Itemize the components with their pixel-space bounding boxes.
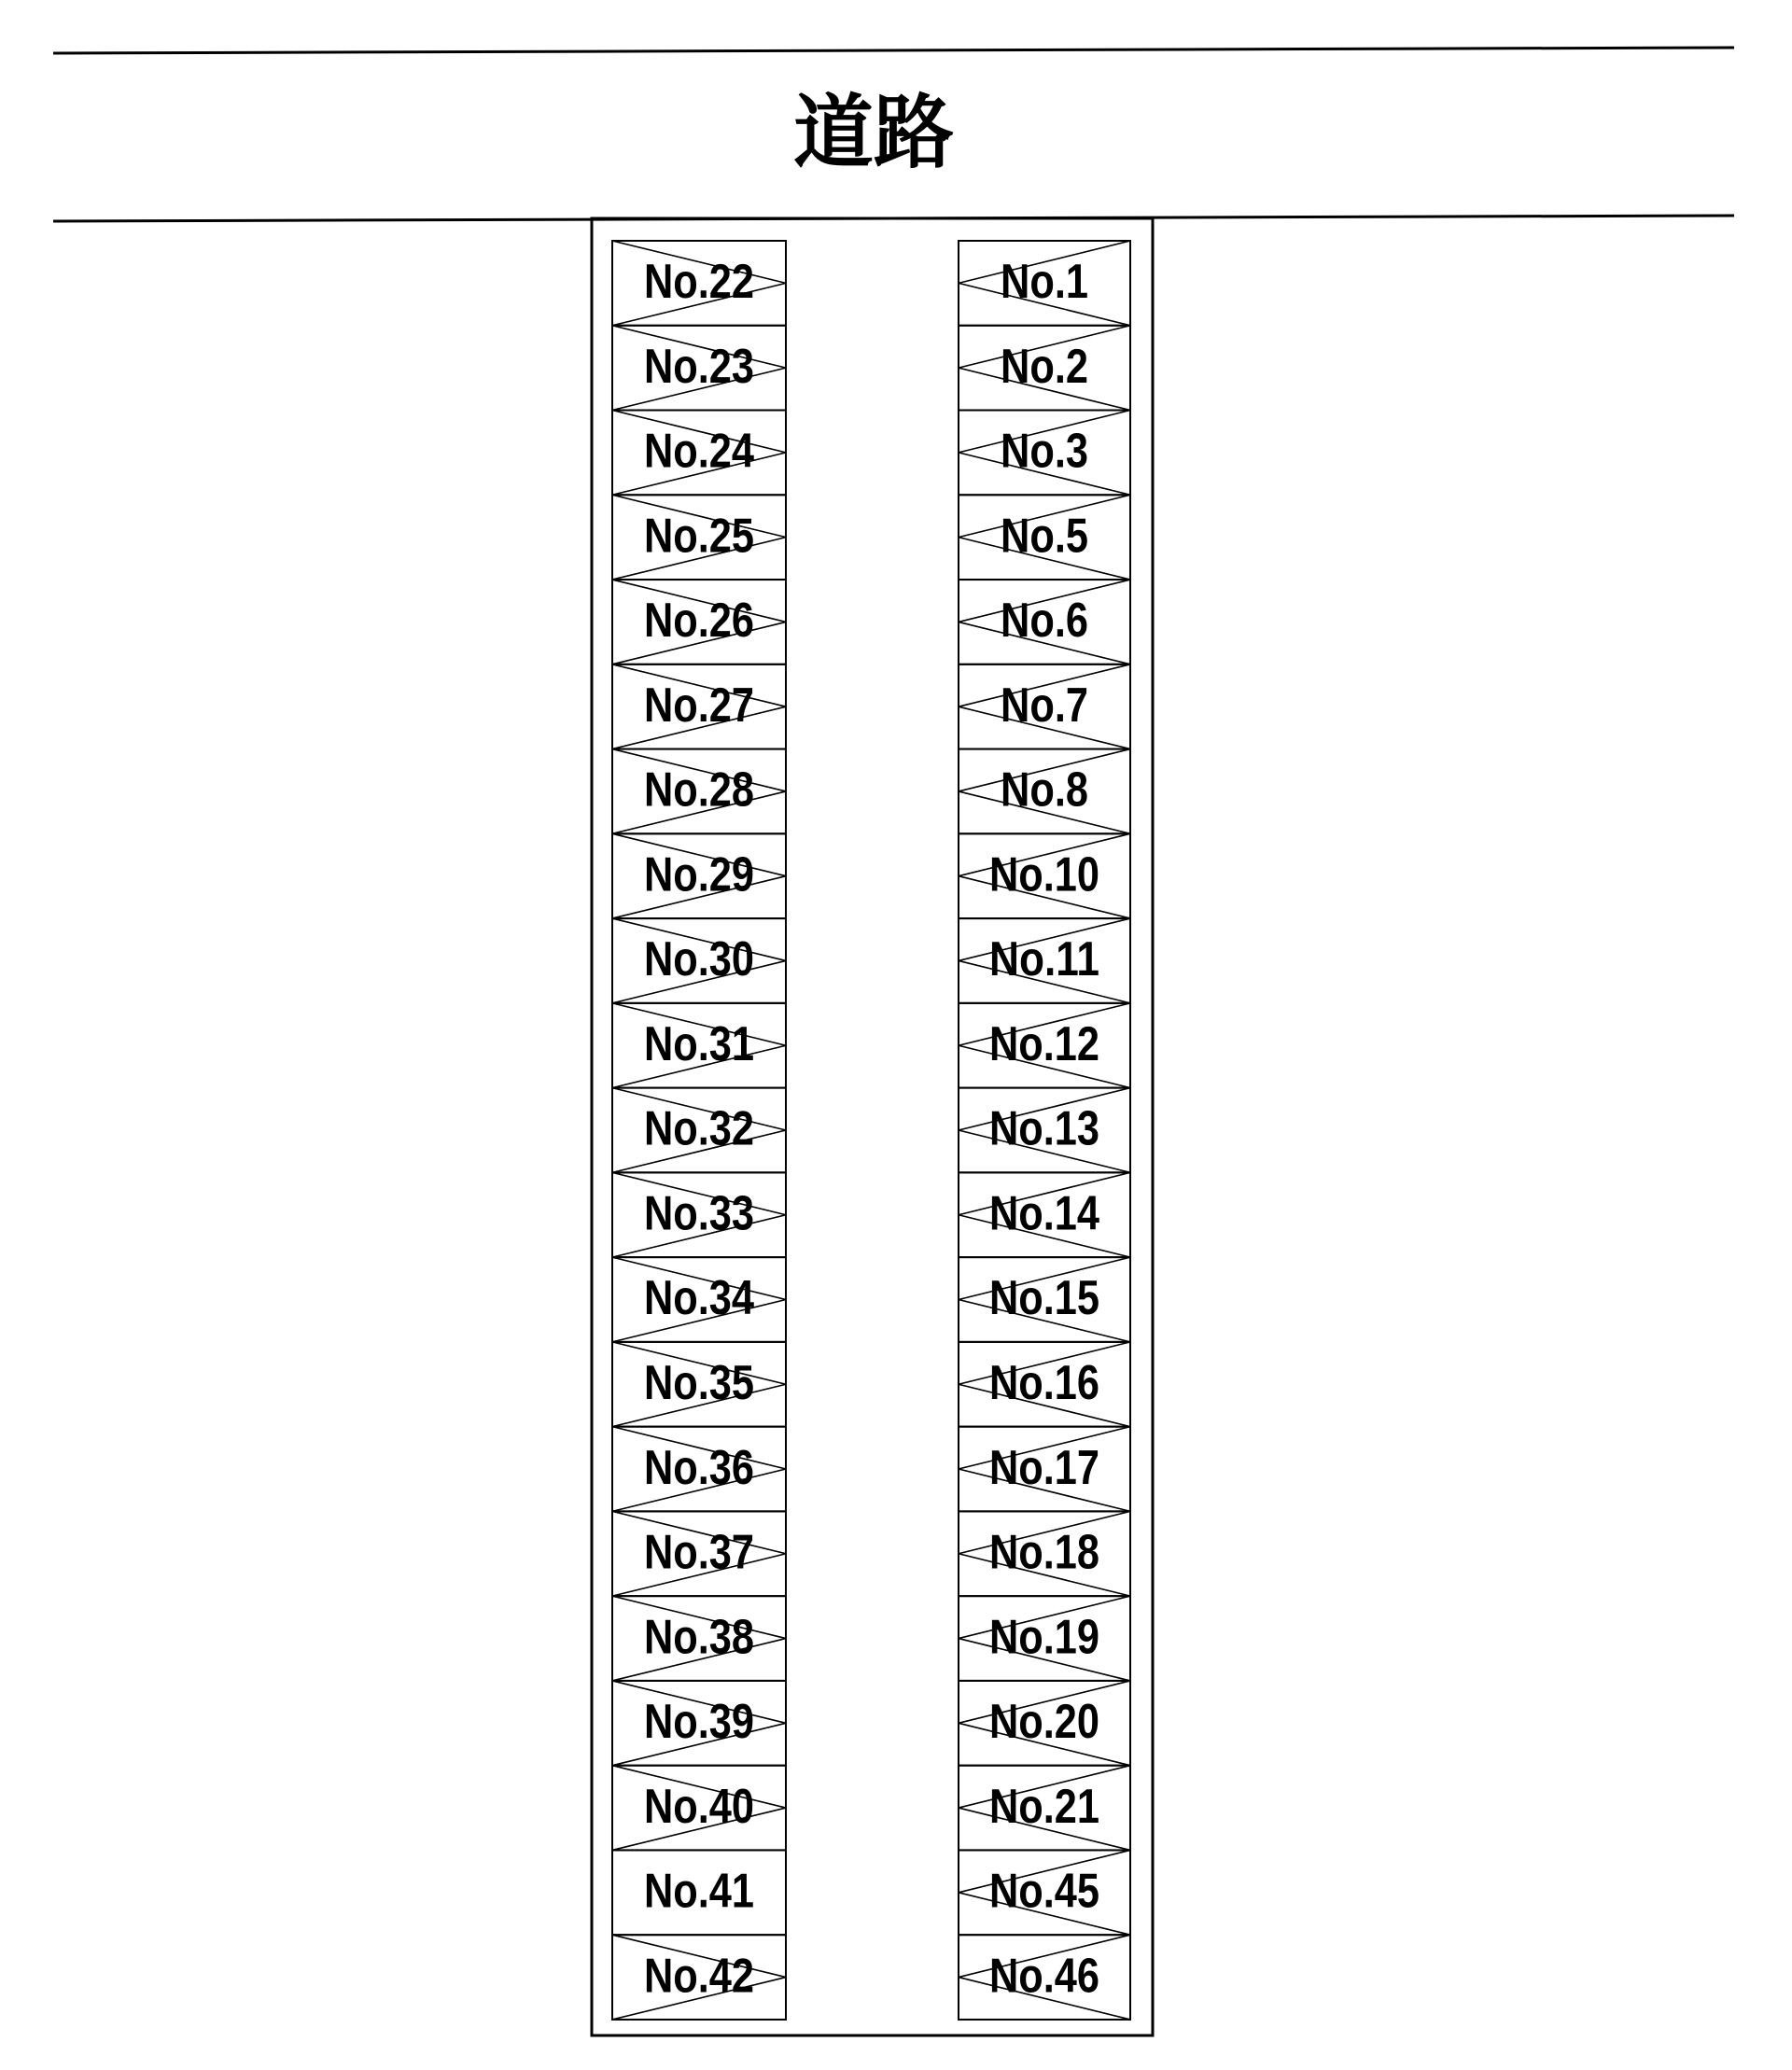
parking-slot-label: No.13 bbox=[989, 1101, 1099, 1156]
parking-slot-label: No.11 bbox=[989, 932, 1099, 987]
left-slot-column bbox=[612, 241, 786, 2020]
parking-slot bbox=[959, 411, 1130, 496]
road-top-edge bbox=[53, 48, 1734, 53]
parking-slot bbox=[959, 1681, 1130, 1766]
parking-slot bbox=[959, 664, 1130, 749]
parking-slot bbox=[959, 495, 1130, 580]
parking-slot bbox=[959, 1172, 1130, 1257]
parking-slot bbox=[612, 1935, 786, 2020]
parking-slot-label: No.10 bbox=[989, 847, 1099, 902]
parking-slot-label: No.33 bbox=[644, 1186, 754, 1241]
parking-slot-label: No.26 bbox=[644, 594, 754, 649]
parking-slot-label: No.22 bbox=[644, 255, 754, 310]
parking-slot-label: No.30 bbox=[644, 932, 754, 987]
parking-slot-label: No.15 bbox=[989, 1271, 1099, 1326]
parking-slot-label: No.24 bbox=[644, 424, 755, 479]
parking-slot bbox=[612, 749, 786, 834]
parking-slot-label: No.42 bbox=[644, 1949, 754, 2004]
parking-slot bbox=[612, 580, 786, 664]
parking-slot bbox=[612, 1257, 786, 1342]
parking-slot bbox=[959, 1257, 1130, 1342]
parking-slot-label: No.21 bbox=[989, 1779, 1099, 1834]
parking-slot bbox=[612, 1511, 786, 1596]
road-label: 道路 bbox=[793, 86, 954, 180]
parking-slot bbox=[612, 1850, 786, 1935]
parking-slot-label: No.41 bbox=[644, 1864, 754, 1919]
parking-slot bbox=[612, 241, 786, 326]
parking-slot-label: No.12 bbox=[989, 1016, 1099, 1071]
parking-slot bbox=[612, 495, 786, 580]
parking-slot-label: No.25 bbox=[644, 509, 754, 564]
parking-slot bbox=[959, 1003, 1130, 1088]
parking-slot-label: No.14 bbox=[989, 1186, 1100, 1241]
parking-slot bbox=[959, 580, 1130, 664]
parking-slot-label: No.40 bbox=[644, 1779, 754, 1834]
parking-slot bbox=[612, 1003, 786, 1088]
parking-slot bbox=[612, 326, 786, 411]
parking-slot bbox=[959, 326, 1130, 411]
parking-slot bbox=[959, 1850, 1130, 1935]
parking-slot-label: No.38 bbox=[644, 1610, 754, 1665]
parking-slot bbox=[612, 1172, 786, 1257]
parking-slot-label: No.6 bbox=[1001, 594, 1088, 649]
parking-slot-label: No.8 bbox=[1001, 762, 1088, 818]
parking-slot bbox=[959, 833, 1130, 918]
parking-slot bbox=[612, 1766, 786, 1851]
parking-slot bbox=[959, 918, 1130, 1003]
parking-slot-label: No.7 bbox=[1001, 678, 1088, 733]
parking-slot bbox=[612, 411, 786, 496]
parking-slot-label: No.17 bbox=[989, 1440, 1099, 1495]
parking-slot-label: No.36 bbox=[644, 1440, 754, 1495]
parking-slot-label: No.45 bbox=[989, 1864, 1099, 1919]
parking-slot-label: No.46 bbox=[989, 1949, 1099, 2004]
parking-slot bbox=[959, 1088, 1130, 1173]
parking-slot-label: No.34 bbox=[644, 1271, 755, 1326]
parking-slot-label: No.1 bbox=[1001, 255, 1088, 310]
parking-slot bbox=[959, 1511, 1130, 1596]
parking-slot bbox=[612, 664, 786, 749]
parking-slot-label: No.27 bbox=[644, 678, 754, 733]
parking-slot-label: No.29 bbox=[644, 847, 754, 902]
parking-slot bbox=[959, 1342, 1130, 1427]
parking-slot bbox=[959, 1935, 1130, 2020]
parking-slot-label: No.18 bbox=[989, 1525, 1099, 1580]
parking-slot-label: No.39 bbox=[644, 1695, 754, 1750]
parking-slot bbox=[612, 1427, 786, 1512]
parking-slot bbox=[959, 1427, 1130, 1512]
parking-slot-label: No.19 bbox=[989, 1610, 1099, 1665]
road bbox=[53, 48, 1734, 221]
parking-slot-label: No.20 bbox=[989, 1695, 1099, 1750]
parking-slot-label: No.37 bbox=[644, 1525, 754, 1580]
parking-slot-label: No.28 bbox=[644, 762, 754, 818]
parking-slot bbox=[959, 241, 1130, 326]
parking-slot-label: No.5 bbox=[1001, 509, 1088, 564]
parking-slot bbox=[612, 833, 786, 918]
parking-slot-label: No.23 bbox=[644, 339, 754, 394]
parking-slot-label: No.35 bbox=[644, 1355, 754, 1410]
parking-slot-label: No.31 bbox=[644, 1016, 754, 1071]
parking-slot-label: No.32 bbox=[644, 1101, 754, 1156]
parking-slot-label: No.16 bbox=[989, 1355, 1099, 1410]
parking-slot-label: No.2 bbox=[1001, 339, 1088, 394]
parking-slot bbox=[612, 918, 786, 1003]
parking-slot bbox=[612, 1681, 786, 1766]
parking-slot bbox=[612, 1088, 786, 1173]
right-slot-column bbox=[959, 241, 1130, 2020]
parking-slot bbox=[959, 749, 1130, 834]
parking-slot bbox=[612, 1596, 786, 1681]
parking-slot bbox=[959, 1766, 1130, 1851]
parking-slot bbox=[959, 1596, 1130, 1681]
parking-slot-label: No.3 bbox=[1001, 424, 1088, 479]
parking-slot bbox=[612, 1342, 786, 1427]
